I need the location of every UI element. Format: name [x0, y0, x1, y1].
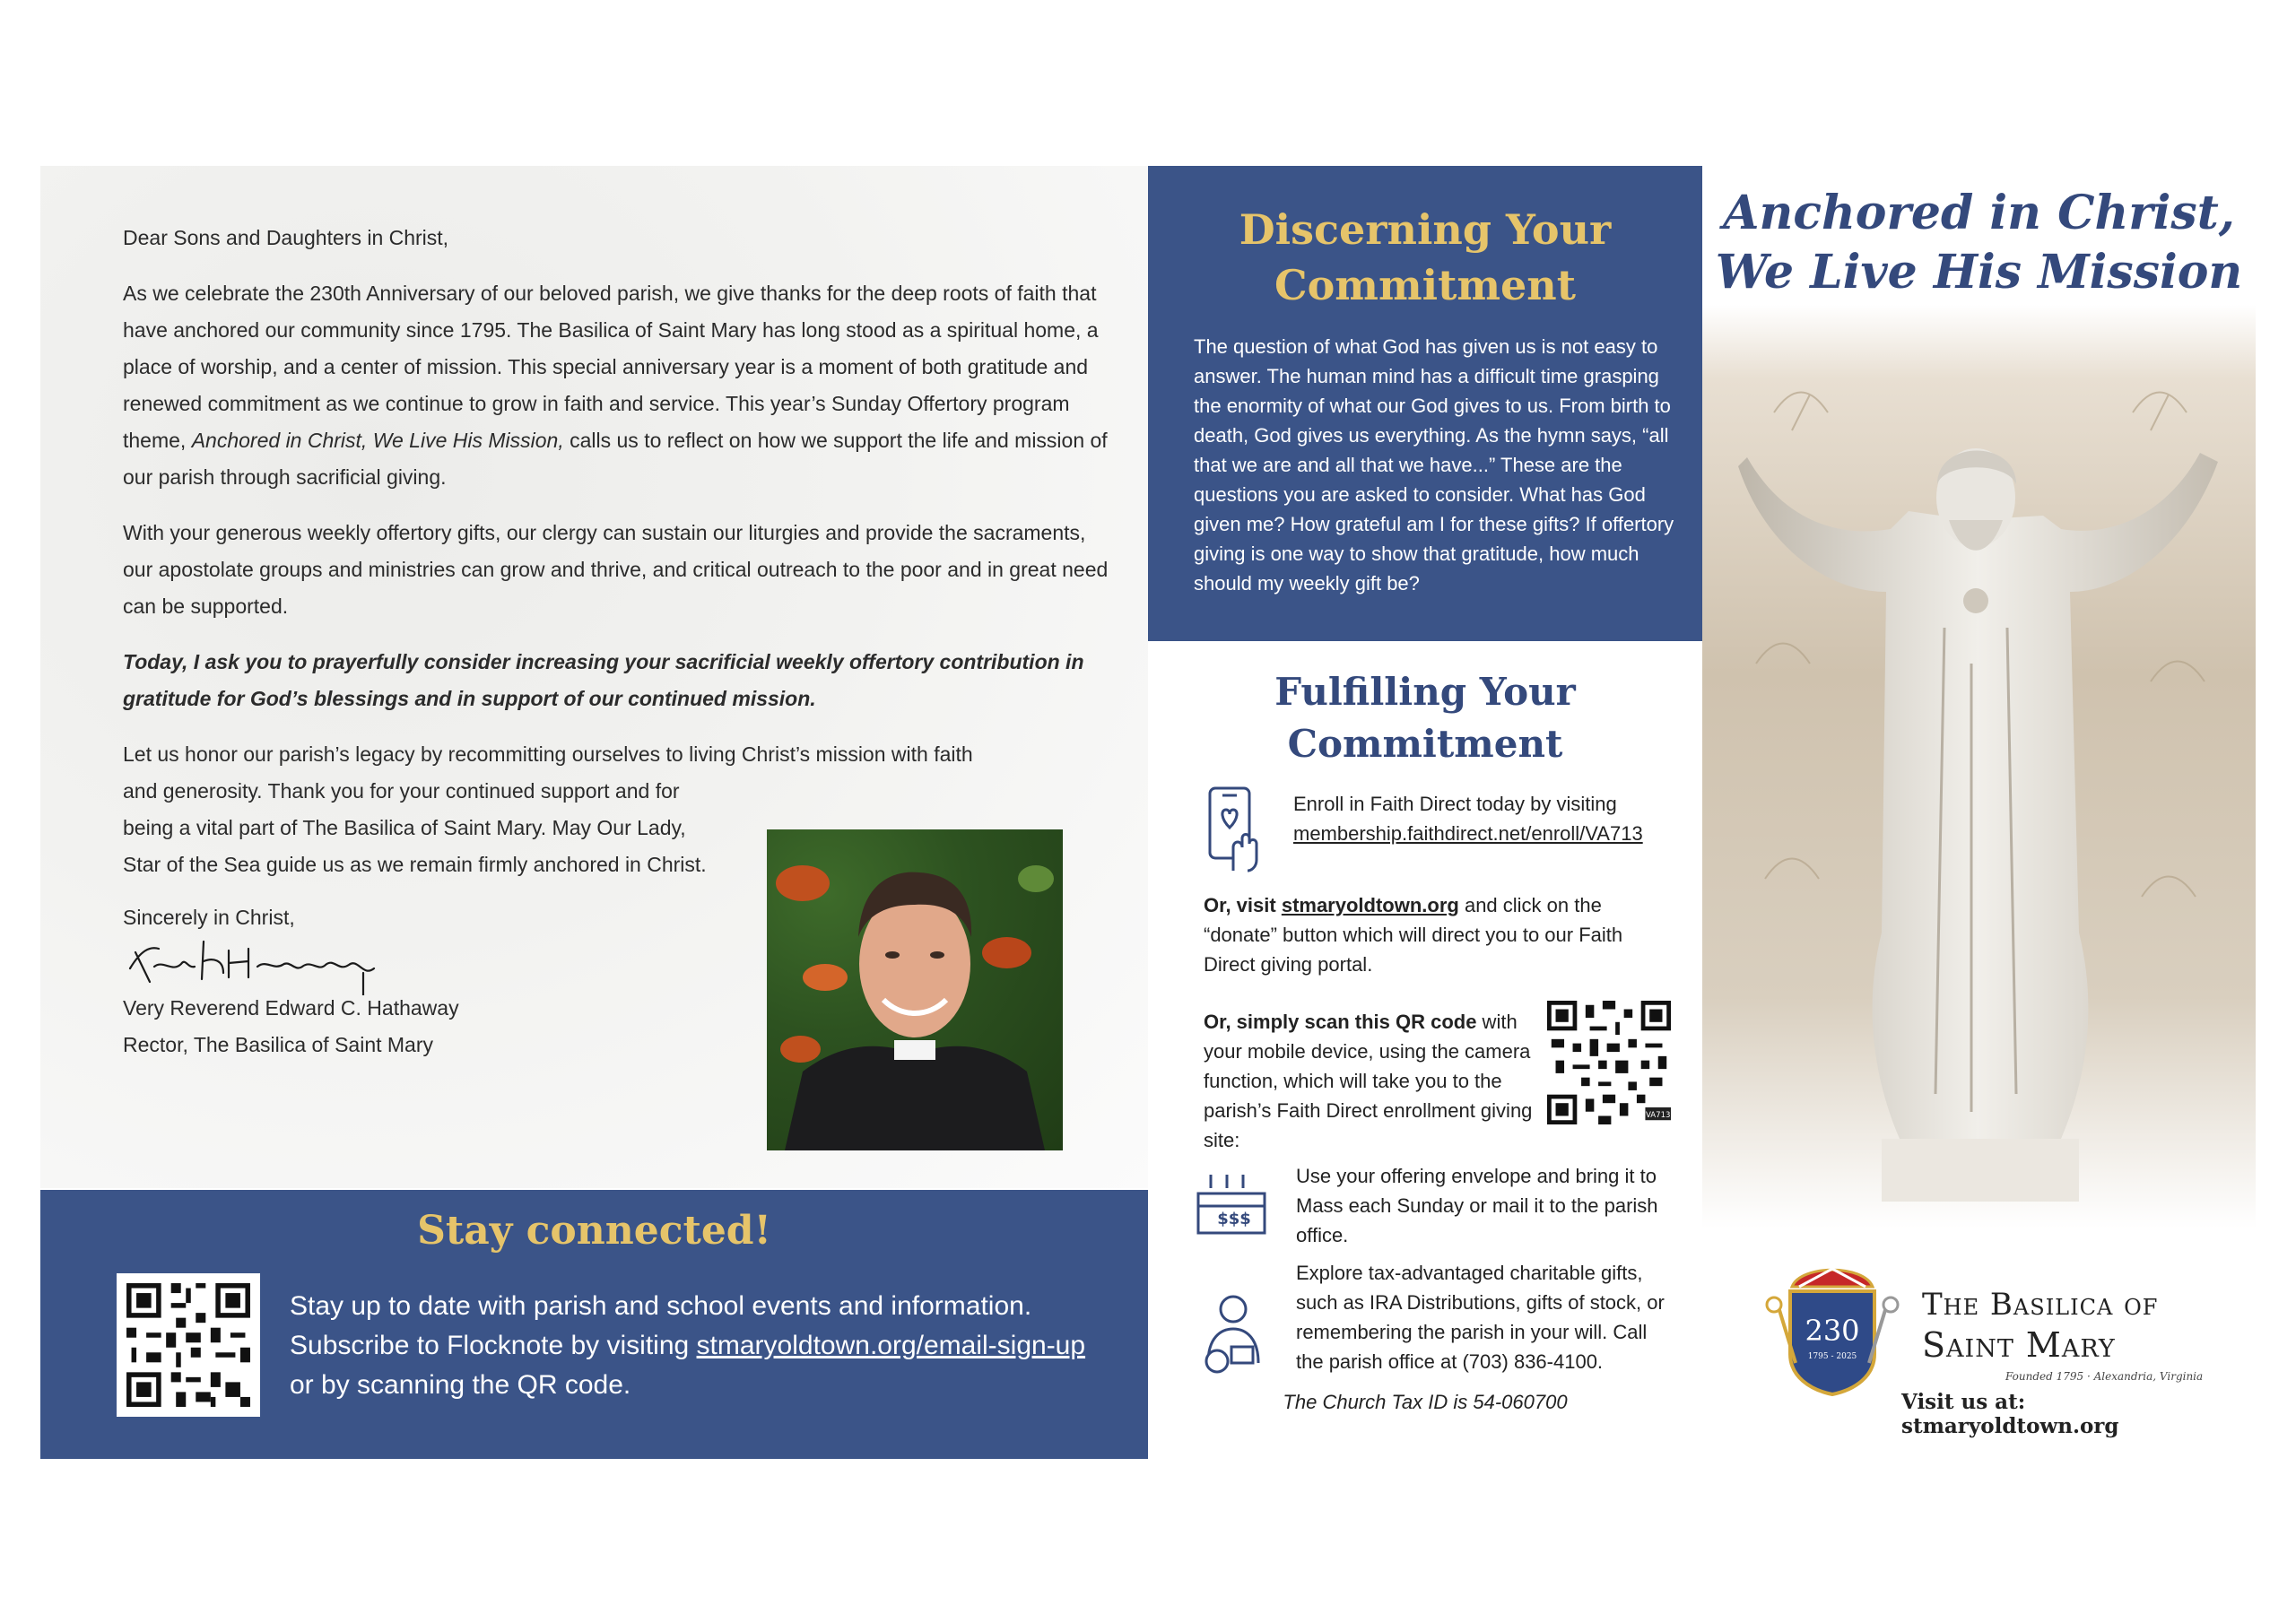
visit-rest: and click on the “donate” button which will direct you to our Faith Direct giving portal.: [1204, 894, 1623, 976]
discerning-title-line-2: Commitment: [1274, 261, 1576, 309]
brand-line-1: The Basilica of: [1922, 1287, 2159, 1323]
faith-direct-qr-code[interactable]: [1547, 1000, 1671, 1125]
rector-photo: [767, 829, 1063, 1150]
letter-salutation: Dear Sons and Daughters in Christ,: [123, 226, 449, 249]
cover-title-line-2: We Live His Mission: [1715, 245, 2243, 299]
tax-id: The Church Tax ID is 54-060700: [1283, 1391, 1568, 1413]
phone-heart-icon: [1197, 785, 1269, 879]
closing: Sincerely in Christ,: [123, 906, 295, 929]
envelope-icon: [1193, 1170, 1274, 1246]
website-link[interactable]: stmaryoldtown.org: [1281, 894, 1459, 916]
cover-title: [1702, 184, 2256, 302]
stay-connected-text: [290, 1287, 1124, 1405]
theme-text: Anchored in Christ, We Live His Mission,: [191, 429, 564, 452]
p1-text-end: calls us to reflect on how we support the life and mission of our parish through sacrificial giving.: [123, 429, 1108, 489]
scan-bold: Or, simply scan this QR code: [1204, 1011, 1477, 1033]
stay-line-3: or by scanning the QR code.: [290, 1370, 631, 1400]
discerning-title-line-1: Discerning Your: [1239, 205, 1612, 254]
email-signup-link[interactable]: stmaryoldtown.org/email-sign-up: [696, 1331, 1086, 1360]
letter-paragraph-2: With your generous weekly offertory gifts, our clergy can sustain our liturgies and provide the sacraments, our apostolate groups and ministries can grow and thrive, and critical outreach to the poor and in great need can be supported.: [123, 521, 1109, 618]
enroll-line: Enroll in Faith Direct today by visiting: [1293, 793, 1617, 815]
signer-title: Rector, The Basilica of Saint Mary: [123, 1033, 433, 1056]
letter-paragraph-1: [123, 275, 1109, 496]
fulfilling-title: [1148, 666, 1702, 770]
basilica-brand: [1765, 1246, 2231, 1438]
envelope-text: Use your offering envelope and bring it to Mass each Sunday or mail it to the parish office.: [1296, 1165, 1658, 1246]
letter-panel: [40, 166, 1148, 1188]
founded-text: Founded 1795 · Alexandria, Virginia: [2005, 1370, 2204, 1383]
discerning-body: The question of what God has given us is not easy to answer. The human mind has a difficult time grasping the enormity of what our God gives to us. From birth to death, God gives us everything. As the hymn says, “all that we are and all that we have...” These are the questions you are asked to consider. What has God given me? How grateful am I for these gifts? If offertory giving is one way to show that gratitude, how much should my weekly gift be?: [1194, 335, 1674, 595]
cover-title-line-1: Anchored in Christ,: [1723, 186, 2235, 240]
discerning-panel: [1148, 166, 1702, 641]
visit-website-text: [1204, 890, 1679, 979]
signer-name: Very Reverend Edward C. Hathaway: [123, 996, 459, 1020]
p4-line: being a vital part of The Basilica of Saint Mary. May Our Lady,: [123, 816, 686, 839]
brand-line-2: Saint Mary: [1922, 1325, 2116, 1365]
stay-line-2-text: Subscribe to Flocknote by visiting: [290, 1331, 697, 1360]
discerning-title: [1148, 202, 1702, 313]
fulfilling-panel: [1148, 641, 1702, 1448]
p4-line: and generosity. Thank you for your continued support and for: [123, 779, 680, 803]
basilica-seal-logo: [1765, 1255, 1900, 1399]
seal-years: 1795 - 2025: [1807, 1352, 1857, 1361]
visit-website[interactable]: Visit us at: stmaryoldtown.org: [1901, 1390, 2119, 1438]
qr-code-label: VA713: [1645, 1110, 1671, 1120]
fulfilling-title-line-1: Fulfilling Your: [1274, 670, 1576, 714]
p4-line: Let us honor our parish’s legacy by recommitting ourselves to living Christ’s mission with faith: [123, 742, 973, 766]
stay-connected-band: [40, 1190, 1148, 1459]
stay-line-1: Stay up to date with parish and school events and information.: [290, 1291, 1032, 1321]
p1-text: As we celebrate the 230th Anniversary of our beloved parish, we give thanks for the deep roots of faith that have anchored our community since 1795. The Basilica of Saint Mary has long stood as a spiritual home, a place of worship, and a center of mission. This special anniversary year is a moment of both gratitude and renewed commitment as we continue to grow in faith and service. This year’s Sunday Offertory program theme,: [123, 282, 1099, 452]
envelope-amount: $$$: [1217, 1210, 1251, 1228]
fulfilling-title-line-2: Commitment: [1287, 722, 1563, 766]
scan-rest: with your mobile device, using the camera function, which will take you to the parish’s Faith Direct enrollment giving site:: [1204, 1011, 1533, 1151]
seal-number: 230: [1805, 1314, 1860, 1348]
sacred-heart-statue-image: [1702, 305, 2256, 1228]
p4-line: Star of the Sea guide us as we remain firmly anchored in Christ.: [123, 853, 707, 876]
cover-panel: [1702, 166, 2256, 1457]
person-gift-icon: [1197, 1291, 1269, 1385]
faith-direct-enroll-link[interactable]: membership.faithdirect.net/enroll/VA713: [1293, 822, 1643, 845]
stay-connected-title: Stay connected!: [417, 1208, 771, 1254]
flocknote-qr-code[interactable]: [117, 1273, 260, 1417]
enroll-text: [1293, 789, 1688, 848]
letter-appeal: Today, I ask you to prayerfully consider increasing your sacrificial weekly offertory contribution in gratitude for God’s blessings and in support of our continued mission.: [123, 650, 1084, 710]
scan-qr-text: [1204, 1007, 1535, 1155]
tax-gifts-text: Explore tax-advantaged charitable gifts, such as IRA Distributions, gifts of stock, or remembering the parish in your will. Call the parish office at (703) 836-4100.: [1296, 1262, 1665, 1373]
stay-line-2: [290, 1326, 1124, 1366]
visit-bold: Or, visit: [1204, 894, 1282, 916]
